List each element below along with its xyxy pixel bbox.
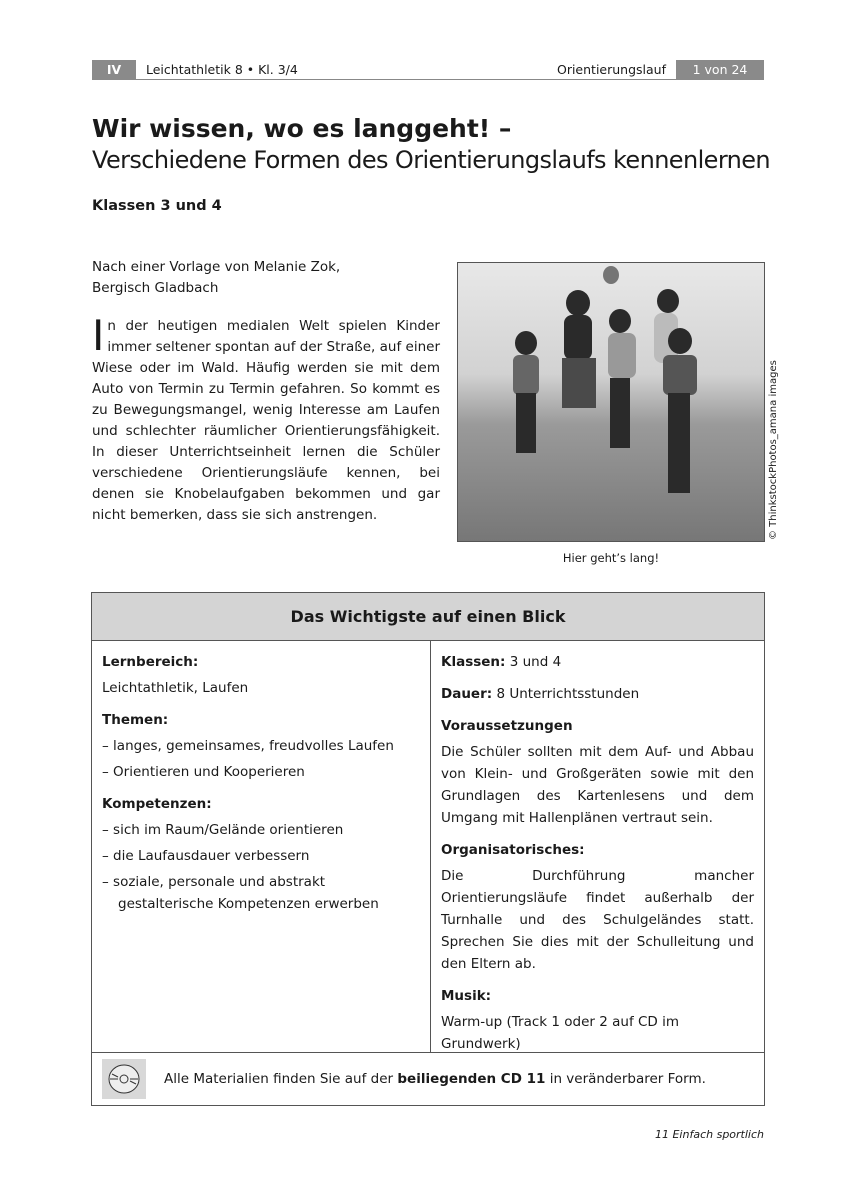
materials-text-end: in veränderbarer Form. — [545, 1071, 706, 1087]
drop-cap: I — [92, 311, 105, 360]
author-line: Nach einer Vorlage von Melanie Zok, — [92, 259, 341, 275]
author — [92, 257, 432, 299]
overview-right-column — [431, 641, 764, 1052]
overview-box — [91, 592, 765, 1106]
photo-credit: © ThinkstockPhotos_amana images — [768, 360, 779, 540]
kompetenzen-item: – sich im Raum/Gelände orientieren — [102, 822, 344, 838]
organisatorisches: Die Durchführung mancher Orientierungsläufe findet außerhalb der Turnhalle und des Schulgeländes statt. Sprechen Sie dies mit der Schulleitung und den Eltern ab. — [441, 868, 754, 972]
klassen: 3 und 4 — [509, 654, 562, 670]
materials-cd: beiliegenden CD 11 — [397, 1071, 546, 1087]
materials-text: Alle Materialien finden Sie auf der — [164, 1071, 398, 1087]
themen-item: – langes, gemeinsames, freudvolles Laufen — [102, 738, 394, 754]
dauer-label: Dauer: — [441, 686, 493, 702]
subtitle: Verschiedene Formen des Orientierungslaufs kennenlernen — [92, 146, 771, 174]
kompetenzen-item: – die Laufausdauer verbessern — [102, 848, 310, 864]
author-location: Bergisch Gladbach — [92, 280, 219, 296]
intro-paragraph — [92, 311, 440, 526]
kompetenzen-label: Kompetenzen: — [102, 796, 212, 812]
cd-icon — [102, 1059, 146, 1099]
voraussetzungen-label: Voraussetzungen — [441, 718, 573, 734]
children-running-photo — [457, 262, 765, 542]
klassen-label: Klassen: — [441, 654, 506, 670]
page-header — [92, 60, 764, 80]
lernbereich: Leichtathletik, Laufen — [102, 680, 249, 696]
subject: Leichtathletik 8 • Kl. 3/4 — [146, 62, 298, 77]
organisatorisches-label: Organisatorisches: — [441, 842, 585, 858]
intro-text: n der heutigen medialen Welt spielen Kinder immer seltener spontan auf der Straße, auf einer Wiese oder im Wald. Häufig werden sie mit dem Auto von Termin zu Termin gefahren. So kommt es zu Bewegungsmangel, wenig Interesse am Laufen und schlechter räumlicher Orientierungsfähigkeit. In dieser Unterrichtseinheit lernen die Schüler verschiedene Orientierungsläufe kennen, bei denen sie Knobelaufgaben bekommen und gar nicht bemerken, dass sie sich anstrengen. — [92, 318, 440, 523]
overview-title: Das Wichtigste auf einen Blick — [92, 593, 764, 641]
voraussetzungen: Die Schüler sollten mit dem Auf- und Abbau von Klein- und Großgeräten sowie mit den Grundlagen des Kartenlesens und dem Umgang mit Hallenplänen vertraut sein. — [441, 744, 754, 826]
themen-item: – Orientieren und Kooperieren — [102, 764, 305, 780]
grades: Klassen 3 und 4 — [92, 198, 222, 214]
lernbereich-label: Lernbereich: — [102, 654, 199, 670]
kompetenzen-item: – soziale, personale und abstrakt gestalterische Kompetenzen erwerben — [102, 874, 379, 912]
title: Wir wissen, wo es langgeht! – — [92, 114, 512, 143]
themen-label: Themen: — [102, 712, 169, 728]
musik: Warm-up (Track 1 oder 2 auf CD im Grundwerk) — [441, 1014, 680, 1052]
section-badge: IV — [92, 60, 136, 80]
page-number: 1 von 24 — [676, 60, 764, 80]
footer: 11 Einfach sportlich — [654, 1128, 764, 1141]
topic: Orientierungslauf — [556, 62, 666, 77]
dauer: 8 Unterrichtsstunden — [496, 686, 640, 702]
overview-left-column — [92, 641, 431, 1052]
materials-note — [92, 1053, 764, 1105]
photo-caption: Hier geht’s lang! — [562, 551, 660, 565]
musik-label: Musik: — [441, 988, 492, 1004]
